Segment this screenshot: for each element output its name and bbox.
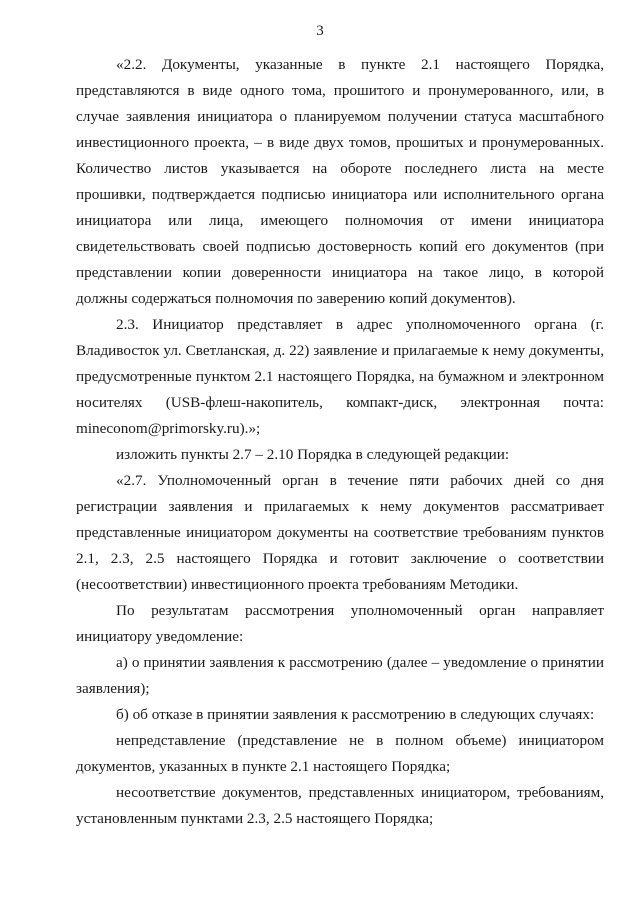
- paragraph-item-b: б) об отказе в принятии заявления к рассмотрению в следующих случаях:: [116, 706, 595, 723]
- paragraph-non-submission: непредставление (представление не в полном объеме) инициатором документов, указанных в пункте 2.1 настоящего Порядка;: [76, 732, 604, 775]
- paragraph-2-7: «2.7. Уполномоченный орган в течение пяти рабочих дней со дня регистрации заявления и прилагаемых к нему документов рассматривает представленные инициатором документы на соответствие требованиям пунктов 2.1, 2.3, 2.5 настоящего Порядка и готовит заключение о соответствии (несоответствии) инвестиционного проекта требованиям Методики.: [76, 472, 604, 593]
- document-body: [76, 52, 604, 832]
- paragraph-review-results: По результатам рассмотрения уполномоченный орган направляет инициатору уведомление:: [76, 602, 604, 645]
- paragraph-2-3: 2.3. Инициатор представляет в адрес уполномоченного органа (г. Владивосток ул. Светланская, д. 22) заявление и прилагаемые к нему документы, предусмотренные пунктом 2.1 настоящего Порядка, на бумажном и электронном носителях (USB-флеш-накопитель, компакт-диск, электронная почта: mineconom@primorsky.ru).»;: [76, 316, 604, 437]
- paragraph-2-2: «2.2. Документы, указанные в пункте 2.1 настоящего Порядка, представляются в виде одного тома, прошитого и пронумерованного, или, в случае заявления инициатора о планируемом получении статуса масштабного инвестиционного проекта, – в виде двух томов, прошитых и пронумерованных. Количество листов указывается на обороте последнего листа на месте прошивки, подтверждается подписью инициатора или исполнительного органа инициатора или лица, имеющего полномочия от имени инициатора свидетельствовать своей подписью достоверность копий его документов (при представлении копии доверенности инициатора на такое лицо, в которой должны содержаться полномочия по заверению копий документов).: [76, 56, 604, 307]
- page-number: 3: [316, 23, 324, 39]
- paragraph-item-a: а) о принятии заявления к рассмотрению (далее – уведомление о принятии заявления);: [76, 654, 604, 697]
- paragraph-non-compliance: несоответствие документов, представленных инициатором, требованиям, установленным пунктами 2.3, 2.5 настоящего Порядка;: [76, 784, 604, 827]
- paragraph-amend-instruction: изложить пункты 2.7 – 2.10 Порядка в следующей редакции:: [116, 446, 510, 463]
